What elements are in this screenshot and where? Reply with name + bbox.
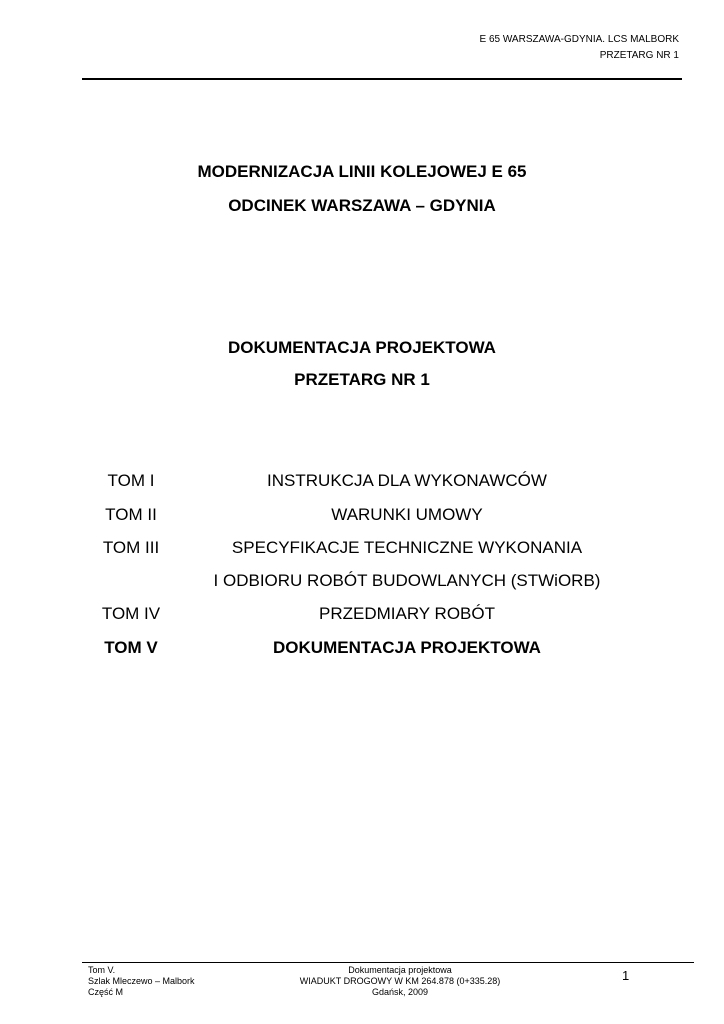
volume-title-current: DOKUMENTACJA PROJEKTOWA — [273, 638, 541, 657]
volume-label: TOM II — [105, 505, 157, 524]
footer-rule — [82, 962, 694, 963]
footer-volume: Tom V. — [88, 965, 116, 975]
doc-title-line3: DOKUMENTACJA PROJEKTOWA — [228, 338, 496, 357]
footer-doc-type: Dokumentacja projektowa — [348, 965, 452, 975]
volume-title: SPECYFIKACJE TECHNICZNE WYKONANIA — [231, 538, 583, 557]
header-tender: PRZETARG NR 1 — [599, 50, 679, 61]
volume-title: WARUNKI UMOWY — [331, 505, 483, 524]
volume-label: TOM I — [107, 471, 155, 490]
header-project: E 65 WARSZAWA-GDYNIA. LCS MALBORK — [479, 34, 679, 45]
footer-left — [88, 965, 195, 998]
doc-title-line4: PRZETARG NR 1 — [294, 370, 430, 389]
doc-title-line1: MODERNIZACJA LINII KOLEJOWEJ E 65 — [197, 162, 527, 181]
volume-title: INSTRUKCJA DLA WYKONAWCÓW — [267, 471, 547, 490]
page-number: 1 — [622, 968, 630, 983]
footer-section: Szlak Mleczewo – Malbork — [88, 976, 195, 986]
volume-title: PRZEDMIARY ROBÓT — [318, 604, 495, 623]
header-rule — [82, 78, 682, 80]
footer-center — [250, 965, 550, 998]
volume-title: I ODBIORU ROBÓT BUDOWLANYCH (STWiORB) — [213, 571, 601, 590]
doc-title-line2: ODCINEK WARSZAWA – GDYNIA — [228, 196, 496, 215]
volume-label: TOM III — [102, 538, 160, 557]
footer-object: WIADUKT DROGOWY W KM 264.878 (0+335.28) — [299, 976, 501, 986]
footer-place-date: Gdańsk, 2009 — [371, 987, 429, 997]
volume-label: TOM IV — [101, 604, 161, 623]
footer-part: Część M — [88, 987, 124, 997]
volume-label-current: TOM V — [104, 638, 158, 657]
